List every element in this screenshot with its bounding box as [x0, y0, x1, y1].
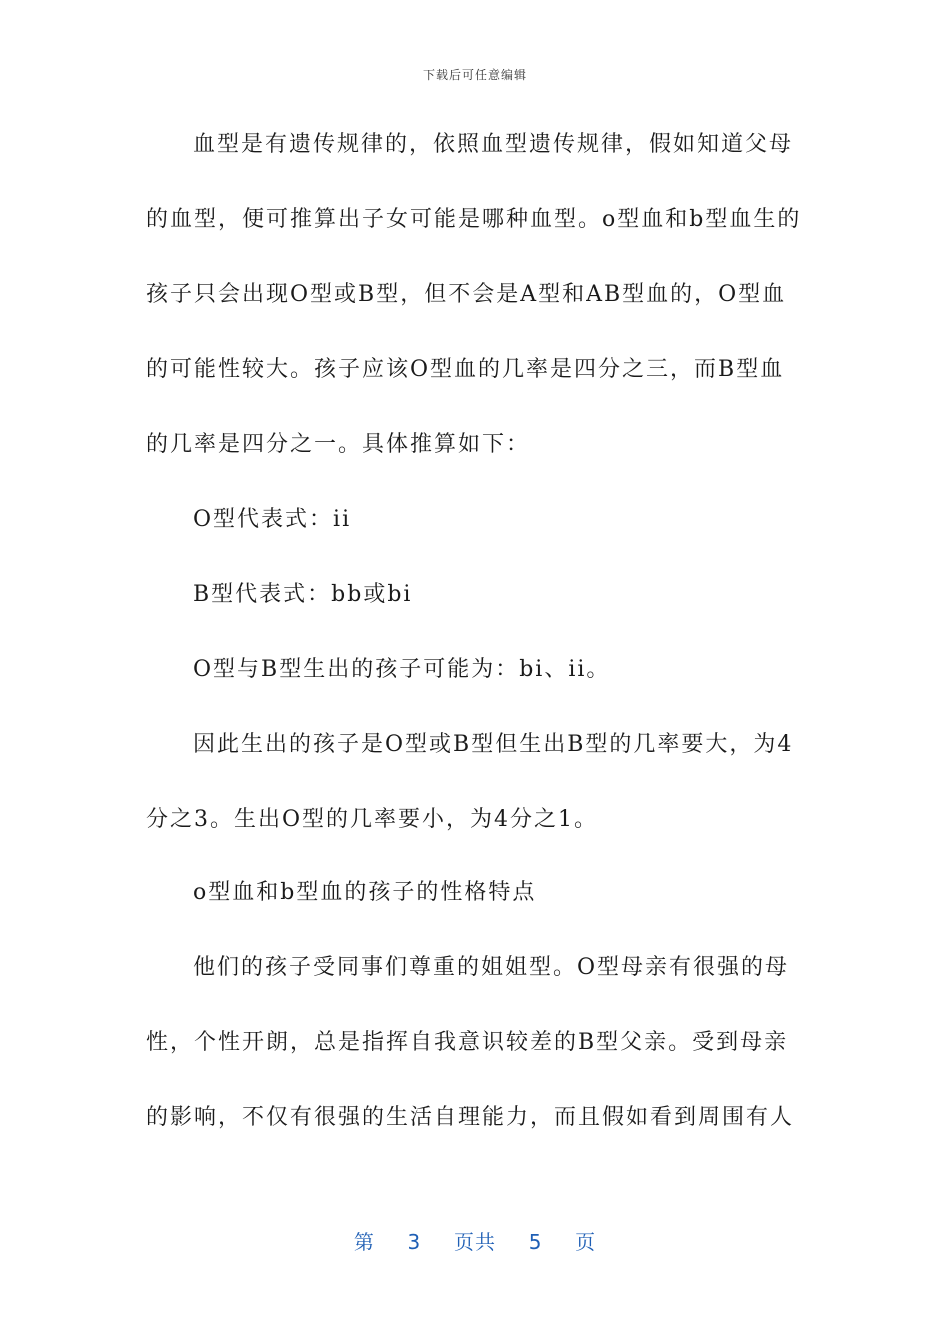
total-pages-number: 5	[528, 1230, 543, 1254]
page-footer	[0, 1226, 950, 1255]
current-page-number: 3	[407, 1230, 422, 1254]
paragraph-line: 的几率是四分之一。具体推算如下：	[146, 432, 531, 457]
page-suffix: 页	[575, 1230, 597, 1254]
paragraph-line: 的影响，不仅有很强的生活自理能力，而且假如看到周围有人	[146, 1105, 795, 1130]
paragraph-line: 因此生出的孩子是O型或B型但生出B型的几率要大，为4	[193, 732, 794, 757]
header-note: 下载后可任意编辑	[422, 68, 527, 82]
paragraph-line: O型与B型生出的孩子可能为：bi、ii。	[193, 657, 611, 682]
paragraph-line: O型代表式：ii	[193, 507, 352, 532]
section-heading: o型血和b型血的孩子的性格特点	[193, 880, 537, 905]
paragraph-line: 孩子只会出现O型或B型，但不会是A型和AB型血的，O型血	[146, 282, 787, 307]
page-mid: 页共	[454, 1230, 496, 1254]
paragraph-line: 血型是有遗传规律的，依照血型遗传规律，假如知道父母	[193, 132, 794, 157]
paragraph-line: 的血型，便可推算出子女可能是哪种血型。o型血和b型血生的	[146, 207, 802, 232]
paragraph-line: 分之3。生出O型的几率要小，为4分之1。	[146, 807, 599, 832]
paragraph-line: 性，个性开朗，总是指挥自我意识较差的B型父亲。受到母亲	[146, 1030, 789, 1055]
paragraph-line: B型代表式：bb或bi	[193, 582, 413, 607]
paragraph-line: 的可能性较大。孩子应该O型血的几率是四分之三，而B型血	[146, 357, 785, 382]
paragraph-line: 他们的孩子受同事们尊重的姐姐型。O型母亲有很强的母	[193, 955, 790, 980]
page-prefix: 第	[353, 1230, 375, 1254]
